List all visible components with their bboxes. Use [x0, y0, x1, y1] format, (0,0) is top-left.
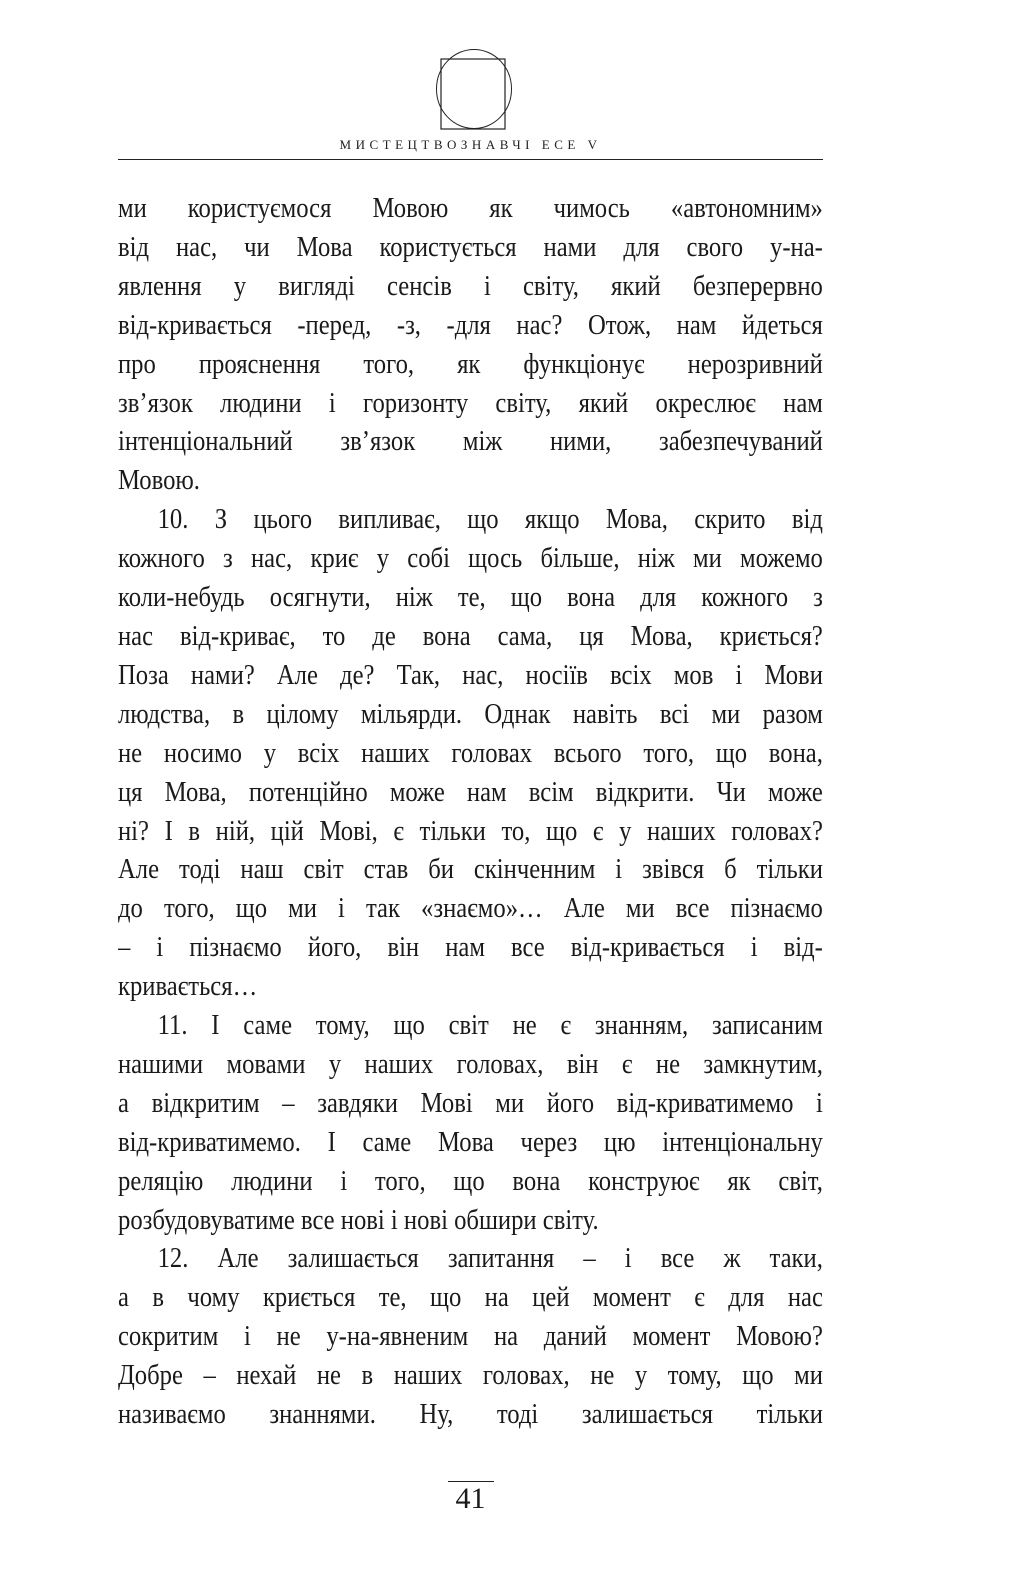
running-title: МИСТЕЦТВОЗНАВЧІ ЕСЕ V [339, 137, 602, 152]
text-line: сокритим і не у-на-явненим на даний момент Мовою? [118, 1321, 823, 1353]
text-line: 10. З цього випливає, що якщо Мова, скрито від [157, 504, 823, 536]
text-line: не носимо у всіх наших головах всього того, що вона, [118, 737, 823, 769]
text-line: 11. І саме тому, що світ не є знанням, записаним [157, 1010, 823, 1042]
text-line: про прояснення того, як функціонує нерозривний [118, 348, 823, 380]
page-number: 41 [448, 1481, 494, 1516]
text-line: Але тоді наш світ став би скінченним і звівся б тільки [118, 854, 823, 886]
text-line: від-кривається -перед, -з, -для нас? Отож, нам йдеться [118, 309, 823, 341]
text-line: – і пізнаємо його, він нам все від-кривається і від- [118, 932, 823, 964]
text-line: Поза нами? Але де? Так, нас, носіїв всіх мов і Мови [118, 659, 823, 691]
text-line: коли-небудь осягнути, ніж те, що вона для кожного з [118, 582, 823, 614]
text-line: ні? І в ній, цій Мові, є тільки то, що є у наших головах? [118, 815, 823, 847]
text-line: зв’язок людини і горизонту світу, який окреслює нам [118, 387, 823, 419]
text-line: до того, що ми і так «знаємо»… Але ми все пізнаємо [118, 893, 823, 925]
paragraph [118, 190, 823, 501]
paragraph [118, 1007, 823, 1240]
header-rule [118, 159, 823, 160]
paragraph [118, 1240, 823, 1435]
text-line: ця Мова, потенційно може нам всім відкрити. Чи може [118, 776, 823, 808]
circle-square-emblem-icon [435, 48, 513, 130]
text-line: називаємо знаннями. Ну, тоді залишається тільки [118, 1399, 823, 1431]
text-line: а в чому криється те, що на цей момент є для нас [118, 1282, 823, 1314]
text-line: Добре – нехай не в наших головах, не у тому, що ми [118, 1360, 823, 1392]
text-line: людства, в цілому мільярди. Однак навіть всі ми разом [118, 698, 823, 730]
text-line: нашими мовами у наших головах, він є не замкнутим, [118, 1048, 823, 1080]
text-line: 12. Але залишається запитання – і все ж таки, [157, 1243, 823, 1275]
paragraph [118, 501, 823, 1007]
page-content [118, 190, 823, 1516]
text-line: від нас, чи Мова користується нами для свого у-на- [118, 231, 823, 263]
text-line: явлення у вигляді сенсів і світу, який безперервно [118, 270, 823, 302]
text-line: інтенціональний зв’язок між ними, забезпечуваний [118, 426, 823, 458]
text-line: нас від-криває, то де вона сама, ця Мова, криється? [118, 620, 823, 652]
text-line: ми користуємося Мовою як чимось «автономним» [118, 193, 823, 224]
text-line: Мовою. [118, 465, 200, 497]
text-line: реляцію людини і того, що вона конструює як світ, [118, 1165, 823, 1197]
text-line: а відкритим – завдяки Мові ми його від-криватимемо і [118, 1087, 823, 1119]
text-line: кожного з нас, криє у собі щось більше, ніж ми можемо [118, 543, 823, 575]
text-line: від-криватимемо. І саме Мова через цю інтенціональну [118, 1126, 823, 1158]
text-line: кривається… [118, 971, 258, 1003]
text-line: розбудовуватиме все нові і нові обшири світу. [118, 1204, 599, 1236]
page-body-text [118, 190, 823, 1435]
